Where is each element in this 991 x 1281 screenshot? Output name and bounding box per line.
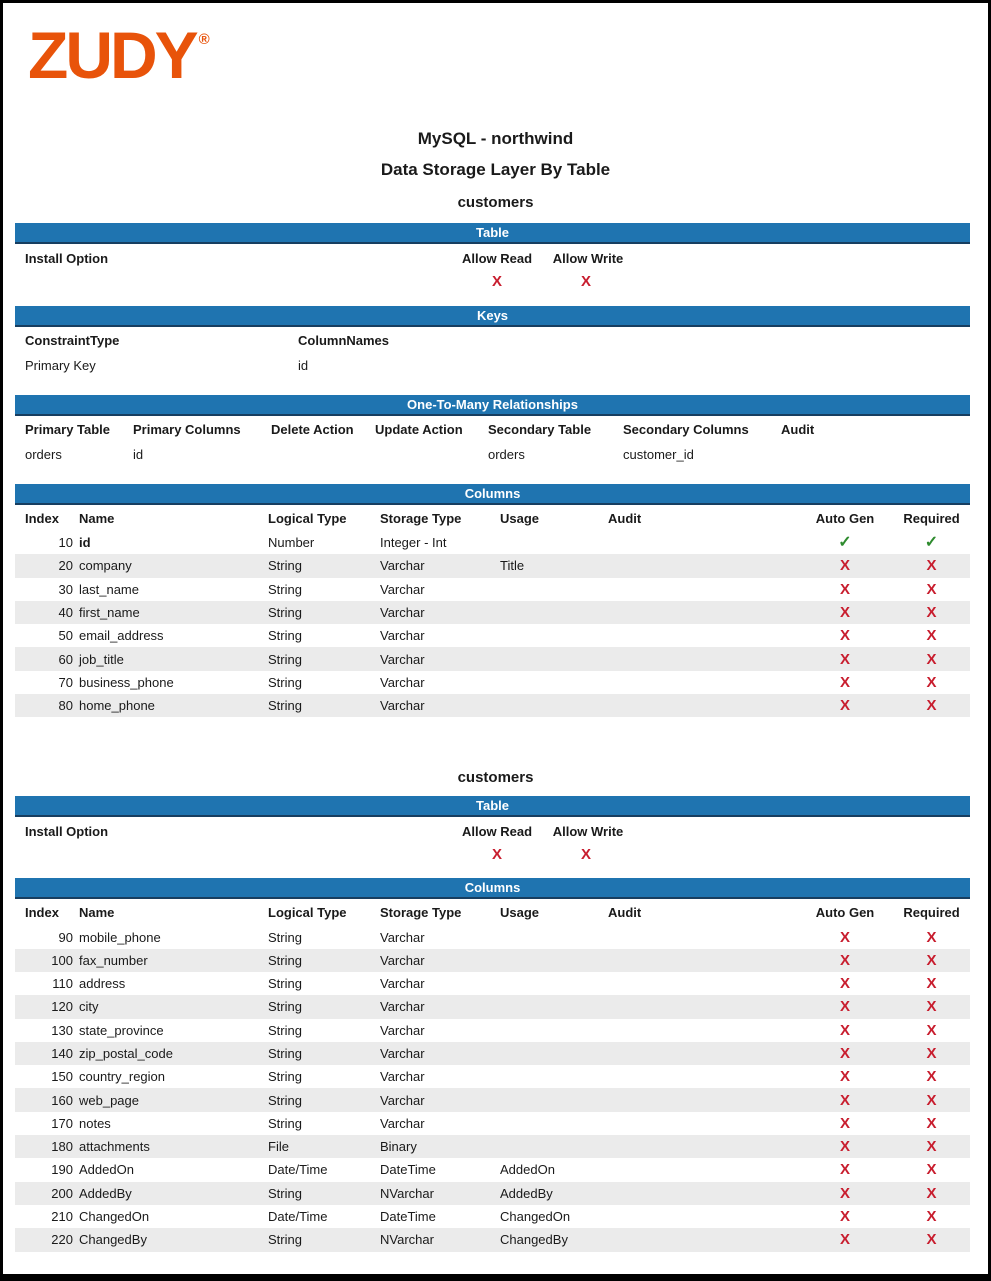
cross-icon: X bbox=[839, 557, 850, 575]
cell-storage-type: Varchar bbox=[380, 1092, 425, 1108]
cell-auto-gen bbox=[803, 976, 887, 991]
cell-logical-type: Date/Time bbox=[268, 1209, 328, 1225]
cell-storage-type: Binary bbox=[380, 1139, 417, 1155]
cell-name: city bbox=[79, 999, 99, 1015]
cross-icon: X bbox=[926, 1091, 937, 1109]
cell-auto-gen bbox=[803, 1069, 887, 1084]
cell-name: zip_postal_code bbox=[79, 1046, 173, 1061]
cell-index: 130 bbox=[51, 1022, 73, 1038]
cell-storage-type: Varchar bbox=[380, 581, 425, 597]
cross-icon: X bbox=[839, 1138, 850, 1156]
cross-icon: X bbox=[839, 1231, 850, 1249]
cell-index: 220 bbox=[51, 1232, 73, 1248]
name-header: Name bbox=[79, 510, 115, 526]
cell-index: 20 bbox=[58, 558, 73, 574]
columns-header-row bbox=[15, 899, 970, 925]
cell-auto-gen bbox=[803, 698, 887, 713]
constraint-type-value: Primary Key bbox=[25, 357, 96, 373]
cell-required bbox=[887, 1209, 976, 1224]
column-row bbox=[15, 671, 970, 694]
cell-storage-type: NVarchar bbox=[380, 1232, 434, 1248]
cell-logical-type: String bbox=[268, 651, 302, 667]
cell-usage: ChangedOn bbox=[500, 1209, 571, 1225]
cross-icon: X bbox=[839, 604, 850, 622]
cell-index: 90 bbox=[58, 929, 73, 945]
cell-required bbox=[887, 698, 976, 713]
cross-icon: X bbox=[839, 951, 850, 969]
cell-name: address bbox=[79, 976, 126, 992]
table-name-title: customers bbox=[457, 194, 534, 211]
cell-logical-type: String bbox=[268, 1092, 302, 1108]
cell-logical-type: String bbox=[268, 558, 302, 574]
cross-icon: X bbox=[926, 1184, 937, 1202]
cell-required bbox=[887, 652, 976, 667]
auto-gen-header: Auto Gen bbox=[815, 510, 875, 526]
cell-required bbox=[887, 1186, 976, 1201]
cell-storage-type: Varchar bbox=[380, 1046, 425, 1061]
columns-table-body bbox=[3, 531, 988, 717]
cell-required bbox=[887, 675, 976, 690]
allow-read-label: Allow Read bbox=[461, 251, 533, 266]
storage-type-header: Storage Type bbox=[380, 904, 462, 920]
cell-required bbox=[887, 953, 976, 968]
columns-table-body bbox=[3, 925, 988, 1251]
cell-required bbox=[887, 930, 976, 945]
cell-name: email_address bbox=[79, 628, 164, 644]
table-options-values-row bbox=[3, 843, 988, 871]
columns-header-row bbox=[15, 505, 970, 531]
cross-icon: X bbox=[839, 975, 850, 993]
table-options-header-row bbox=[3, 244, 988, 268]
column-row bbox=[15, 995, 970, 1018]
cell-logical-type: String bbox=[268, 581, 302, 597]
cross-icon: X bbox=[580, 846, 592, 864]
check-icon: ✓ bbox=[924, 533, 939, 551]
table-options-values-row bbox=[3, 270, 988, 298]
cross-icon: X bbox=[839, 650, 850, 668]
column-row bbox=[15, 925, 970, 948]
cell-auto-gen bbox=[803, 1162, 887, 1177]
keys-row bbox=[15, 353, 970, 377]
storage-type-header: Storage Type bbox=[380, 510, 462, 526]
cell-auto-gen bbox=[803, 535, 887, 551]
keys-section-header: Keys bbox=[15, 306, 970, 327]
cell-required bbox=[887, 976, 976, 991]
cell-index: 60 bbox=[58, 651, 73, 667]
cell-storage-type: Varchar bbox=[380, 651, 425, 667]
cell-required bbox=[887, 535, 976, 551]
cell-storage-type: Varchar bbox=[380, 674, 425, 690]
cross-icon: X bbox=[839, 580, 850, 598]
cross-icon: X bbox=[839, 1208, 850, 1226]
column-row bbox=[15, 949, 970, 972]
cell-name: state_province bbox=[79, 1022, 164, 1038]
cell-name: mobile_phone bbox=[79, 929, 161, 945]
column-names-value: id bbox=[298, 357, 309, 373]
table-section-header: Table bbox=[15, 796, 970, 817]
cell-index: 120 bbox=[51, 999, 73, 1015]
cell-required bbox=[887, 1093, 976, 1108]
audit-header: Audit bbox=[608, 904, 642, 920]
cell-required bbox=[887, 999, 976, 1014]
cell-logical-type: String bbox=[268, 605, 302, 621]
cell-auto-gen bbox=[803, 628, 887, 643]
cell-usage: ChangedBy bbox=[500, 1232, 568, 1248]
column-row bbox=[15, 694, 970, 717]
cell-auto-gen bbox=[803, 1116, 887, 1131]
relationships-header-row bbox=[15, 416, 970, 442]
cell-logical-type: String bbox=[268, 628, 302, 644]
cell-auto-gen bbox=[803, 1232, 887, 1247]
table-options-header-row bbox=[3, 817, 988, 841]
cross-icon: X bbox=[839, 1161, 850, 1179]
cross-icon: X bbox=[839, 627, 850, 645]
cross-icon: X bbox=[491, 846, 503, 864]
cross-icon: X bbox=[926, 1208, 937, 1226]
logical-type-header: Logical Type bbox=[268, 510, 347, 526]
cell-auto-gen bbox=[803, 558, 887, 573]
required-header: Required bbox=[903, 510, 960, 526]
cell-name: ChangedBy bbox=[79, 1232, 147, 1248]
cell-name: id bbox=[79, 535, 91, 551]
cell-name: business_phone bbox=[79, 674, 174, 690]
column-row bbox=[15, 601, 970, 624]
cell-auto-gen bbox=[803, 582, 887, 597]
cross-icon: X bbox=[839, 1045, 850, 1062]
cross-icon: X bbox=[926, 998, 937, 1016]
update-action-header: Update Action bbox=[375, 421, 463, 437]
cross-icon: X bbox=[926, 1161, 937, 1179]
cell-auto-gen bbox=[803, 953, 887, 968]
auto-gen-header: Auto Gen bbox=[815, 904, 875, 920]
column-row bbox=[15, 972, 970, 995]
cell-auto-gen bbox=[803, 1023, 887, 1038]
secondary-columns-value: customer_id bbox=[623, 446, 694, 462]
cross-icon: X bbox=[926, 697, 937, 715]
cell-index: 160 bbox=[51, 1092, 73, 1108]
cell-index: 50 bbox=[58, 628, 73, 644]
cell-name: last_name bbox=[79, 581, 139, 597]
cell-auto-gen bbox=[803, 1046, 887, 1061]
secondary-table-value: orders bbox=[488, 446, 525, 462]
cell-storage-type: DateTime bbox=[380, 1209, 436, 1225]
cross-icon: X bbox=[926, 1114, 937, 1132]
cell-required bbox=[887, 1139, 976, 1154]
cell-name: job_title bbox=[79, 651, 124, 667]
column-row bbox=[15, 1182, 970, 1205]
cell-index: 140 bbox=[51, 1046, 73, 1061]
keys-header-row bbox=[15, 327, 970, 353]
column-row bbox=[15, 1088, 970, 1111]
cell-logical-type: Date/Time bbox=[268, 1162, 328, 1178]
delete-action-header: Delete Action bbox=[271, 421, 354, 437]
index-header: Index bbox=[25, 510, 59, 526]
cell-required bbox=[887, 605, 976, 620]
cell-storage-type: Varchar bbox=[380, 976, 425, 992]
table-name-title: customers bbox=[457, 769, 534, 787]
column-row bbox=[15, 1205, 970, 1228]
cross-icon: X bbox=[926, 951, 937, 969]
cell-index: 100 bbox=[51, 952, 73, 968]
index-header: Index bbox=[25, 904, 59, 920]
allow-write-label: Allow Write bbox=[552, 824, 624, 840]
column-row bbox=[15, 578, 970, 601]
cross-icon: X bbox=[926, 1045, 937, 1062]
cell-required bbox=[887, 1069, 976, 1084]
cross-icon: X bbox=[491, 273, 503, 290]
check-icon: ✓ bbox=[838, 533, 852, 551]
cell-logical-type: String bbox=[268, 999, 302, 1015]
column-names-header: ColumnNames bbox=[298, 332, 390, 348]
cross-icon: X bbox=[926, 650, 937, 668]
cross-icon: X bbox=[926, 557, 937, 575]
cell-auto-gen bbox=[803, 675, 887, 690]
cell-name: home_phone bbox=[79, 698, 155, 714]
cell-index: 200 bbox=[51, 1185, 73, 1201]
cell-auto-gen bbox=[803, 1209, 887, 1224]
cell-auto-gen bbox=[803, 1093, 887, 1108]
cross-icon: X bbox=[839, 1021, 850, 1039]
allow-read-label: Allow Read bbox=[461, 824, 533, 840]
cell-storage-type: Varchar bbox=[380, 1022, 425, 1038]
cell-usage: AddedBy bbox=[500, 1185, 553, 1201]
cross-icon: X bbox=[926, 580, 937, 598]
cross-icon: X bbox=[839, 1068, 850, 1086]
cross-icon: X bbox=[926, 1138, 937, 1156]
cell-name: attachments bbox=[79, 1139, 150, 1155]
cell-logical-type: Number bbox=[268, 535, 315, 551]
primary-columns-value: id bbox=[133, 446, 144, 462]
cell-required bbox=[887, 582, 976, 597]
cross-icon: X bbox=[926, 928, 937, 946]
primary-columns-header: Primary Columns bbox=[133, 421, 241, 437]
cell-auto-gen bbox=[803, 1186, 887, 1201]
cell-storage-type: Varchar bbox=[380, 952, 425, 968]
cell-index: 110 bbox=[52, 976, 73, 992]
cell-name: company bbox=[79, 558, 132, 574]
allow-write-label: Allow Write bbox=[552, 251, 624, 266]
cell-logical-type: String bbox=[268, 1232, 302, 1248]
secondary-table-header: Secondary Table bbox=[488, 421, 592, 437]
column-row bbox=[15, 1112, 970, 1135]
cell-name: AddedOn bbox=[79, 1162, 134, 1178]
cell-name: first_name bbox=[79, 605, 140, 621]
cell-name: ChangedOn bbox=[79, 1209, 150, 1225]
document-subtitle: Data Storage Layer By Table bbox=[380, 160, 611, 179]
cell-usage: Title bbox=[500, 558, 525, 574]
cell-logical-type: String bbox=[268, 929, 302, 945]
cell-logical-type: String bbox=[268, 1046, 302, 1061]
cell-storage-type: Varchar bbox=[380, 929, 425, 945]
usage-header: Usage bbox=[500, 510, 540, 526]
cell-storage-type: DateTime bbox=[380, 1162, 436, 1178]
cross-icon: X bbox=[580, 273, 592, 290]
document-title: MySQL - northwind bbox=[417, 129, 574, 148]
cell-index: 150 bbox=[51, 1069, 73, 1085]
audit-header: Audit bbox=[781, 421, 815, 437]
cell-auto-gen bbox=[803, 1139, 887, 1154]
cell-index: 210 bbox=[51, 1209, 73, 1225]
cross-icon: X bbox=[839, 998, 850, 1016]
audit-header: Audit bbox=[608, 510, 642, 526]
columns-section-header: Columns bbox=[15, 878, 970, 899]
cell-logical-type: String bbox=[268, 1185, 302, 1201]
primary-table-value: orders bbox=[25, 446, 62, 462]
cell-name: country_region bbox=[79, 1069, 165, 1085]
column-row bbox=[15, 1042, 970, 1065]
cell-name: fax_number bbox=[79, 952, 148, 968]
cell-index: 180 bbox=[51, 1139, 73, 1155]
cell-index: 30 bbox=[58, 581, 73, 597]
cell-required bbox=[887, 1162, 976, 1177]
column-row bbox=[15, 531, 970, 554]
cross-icon: X bbox=[926, 627, 937, 645]
cell-auto-gen bbox=[803, 930, 887, 945]
cross-icon: X bbox=[839, 1184, 850, 1202]
column-row bbox=[15, 1158, 970, 1181]
cross-icon: X bbox=[839, 1114, 850, 1132]
cell-required bbox=[887, 1023, 976, 1038]
name-header: Name bbox=[79, 904, 115, 920]
install-option-label: Install Option bbox=[25, 824, 109, 840]
cell-required bbox=[887, 1046, 976, 1061]
cell-auto-gen bbox=[803, 652, 887, 667]
cell-storage-type: Varchar bbox=[380, 605, 425, 621]
zudy-logo-text: ZUDY bbox=[28, 18, 196, 92]
cell-logical-type: String bbox=[268, 976, 302, 992]
column-row bbox=[15, 1228, 970, 1251]
cell-logical-type: String bbox=[268, 1115, 302, 1131]
relationships-section-header: One-To-Many Relationships bbox=[15, 395, 970, 416]
cell-required bbox=[887, 558, 976, 573]
cross-icon: X bbox=[926, 1021, 937, 1039]
cell-index: 40 bbox=[58, 605, 73, 621]
relationship-row bbox=[15, 442, 970, 466]
cell-index: 190 bbox=[51, 1162, 73, 1178]
cell-index: 170 bbox=[51, 1115, 73, 1131]
cell-name: AddedBy bbox=[79, 1185, 132, 1201]
cell-logical-type: String bbox=[268, 698, 302, 714]
cell-index: 10 bbox=[58, 535, 73, 551]
cell-storage-type: Varchar bbox=[380, 1069, 425, 1085]
cross-icon: X bbox=[839, 1091, 850, 1109]
logical-type-header: Logical Type bbox=[268, 904, 347, 920]
cell-usage: AddedOn bbox=[500, 1162, 555, 1178]
cell-name: web_page bbox=[79, 1092, 139, 1108]
cell-name: notes bbox=[79, 1115, 111, 1131]
cross-icon: X bbox=[839, 928, 850, 946]
cell-auto-gen bbox=[803, 999, 887, 1014]
usage-header: Usage bbox=[500, 904, 540, 920]
column-row bbox=[15, 1019, 970, 1042]
cell-logical-type: String bbox=[268, 674, 302, 690]
cross-icon: X bbox=[926, 673, 937, 691]
secondary-columns-header: Secondary Columns bbox=[623, 421, 749, 437]
cell-auto-gen bbox=[803, 605, 887, 620]
cell-storage-type: Varchar bbox=[380, 558, 425, 574]
cell-storage-type: NVarchar bbox=[380, 1185, 434, 1201]
column-row bbox=[15, 554, 970, 577]
cell-storage-type: Integer - Int bbox=[380, 535, 447, 551]
cross-icon: X bbox=[839, 673, 850, 691]
zudy-logo bbox=[28, 18, 988, 92]
column-row bbox=[15, 647, 970, 670]
cell-logical-type: String bbox=[268, 952, 302, 968]
install-option-label: Install Option bbox=[25, 251, 109, 266]
cross-icon: X bbox=[926, 1231, 937, 1249]
column-row bbox=[15, 1135, 970, 1158]
cell-storage-type: Varchar bbox=[380, 999, 425, 1015]
cross-icon: X bbox=[839, 697, 850, 715]
registered-trademark-icon: ® bbox=[198, 31, 210, 48]
cell-logical-type: String bbox=[268, 1069, 302, 1085]
cell-storage-type: Varchar bbox=[380, 1115, 425, 1131]
constraint-type-header: ConstraintType bbox=[25, 332, 120, 348]
cell-index: 80 bbox=[58, 698, 73, 714]
cell-index: 70 bbox=[58, 674, 73, 690]
cell-required bbox=[887, 628, 976, 643]
columns-section-header: Columns bbox=[15, 484, 970, 505]
cell-storage-type: Varchar bbox=[380, 698, 425, 714]
primary-table-header: Primary Table bbox=[25, 421, 111, 437]
cell-logical-type: File bbox=[268, 1139, 289, 1155]
cell-required bbox=[887, 1232, 976, 1247]
column-row bbox=[15, 1065, 970, 1088]
cell-required bbox=[887, 1116, 976, 1131]
cell-logical-type: String bbox=[268, 1022, 302, 1038]
cross-icon: X bbox=[926, 604, 937, 622]
required-header: Required bbox=[903, 904, 960, 920]
column-row bbox=[15, 624, 970, 647]
cell-storage-type: Varchar bbox=[380, 628, 425, 644]
table-section-header: Table bbox=[15, 223, 970, 244]
cross-icon: X bbox=[926, 975, 937, 993]
cross-icon: X bbox=[926, 1068, 937, 1086]
